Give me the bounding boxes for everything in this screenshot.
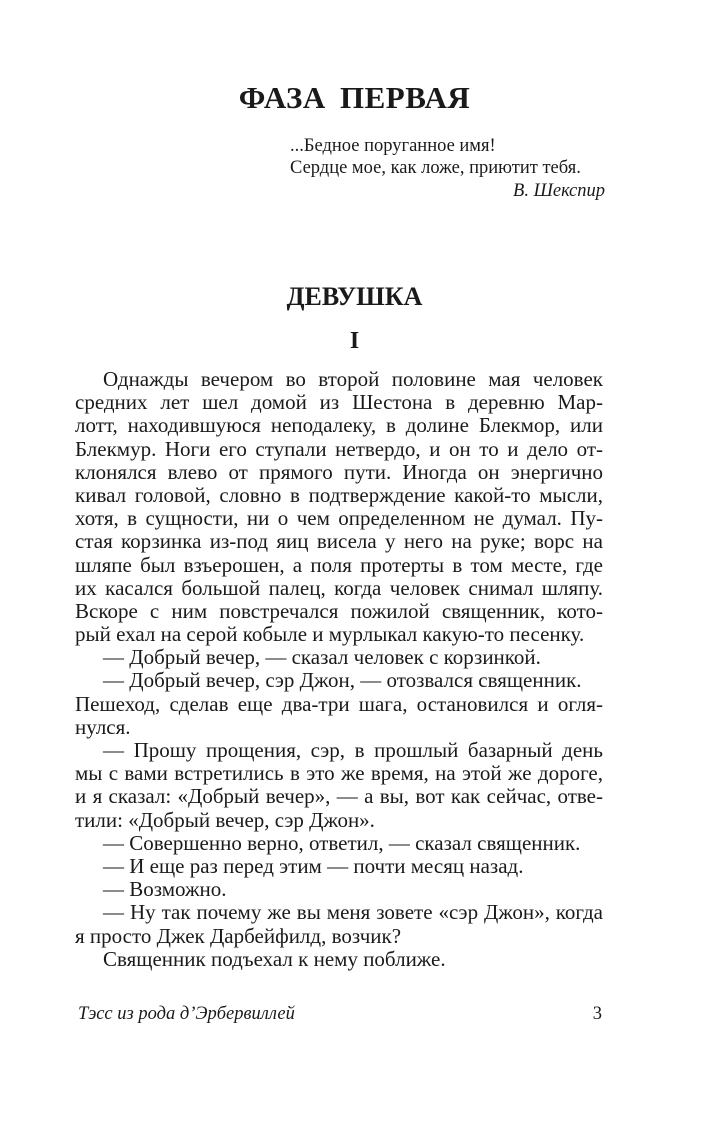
text-line: Пешеход, сделав еще два-три шага, остановился и огля- xyxy=(75,691,603,716)
epigraph-line: ...Бедное поруганное имя! xyxy=(290,136,496,156)
text-line: мы с вами встретились в это же время, на этой же дороге, xyxy=(75,761,603,786)
page-footer xyxy=(78,1004,602,1025)
text-line: — Добрый вечер, сэр Джон, — отозвался священник. xyxy=(103,668,582,693)
text-line: Вскоре с ним повстречался пожилой священник, кото- xyxy=(75,598,603,623)
text-line: шляпе был взъерошен, а поля протерты в том месте, где xyxy=(75,552,603,577)
text-line: Священник подъехал к нему поближе. xyxy=(103,946,446,971)
body-text xyxy=(75,368,603,971)
text-line: их касался большой палец, когда человек снимал шляпу. xyxy=(75,575,603,600)
text-line: кивал головой, словно в подтверждение какой-то мысли, xyxy=(75,482,603,507)
text-line: Однажды вечером во второй половине мая человек xyxy=(103,367,603,391)
text-line: рый ехал на серой кобыле и мурлыкал какую-то песенку. xyxy=(75,622,585,647)
page-number: 3 xyxy=(592,1004,602,1024)
running-footer-title: Тэсс из рода д’Эрбервиллей xyxy=(78,1004,295,1024)
text-line: хотя, в сущности, ни о чем определенном не думал. Пу- xyxy=(75,506,603,531)
text-line: — Ну так почему же вы меня зовете «сэр Джон», когда xyxy=(103,900,603,925)
text-line: я просто Джек Дарбейфилд, возчик? xyxy=(75,923,402,948)
text-line: — Возможно. xyxy=(103,877,227,902)
epigraph-line: Сердце мое, как ложе, приютит тебя. xyxy=(290,158,581,178)
text-line: клонялся влево от прямого пути. Иногда он энергично xyxy=(75,459,603,484)
text-line: и я сказал: «Добрый вечер», — а вы, вот как сейчас, отве- xyxy=(75,784,603,809)
text-line: Блекмур. Ноги его ступали нетвердо, и он то и дело от- xyxy=(75,436,603,461)
epigraph-author: В. Шекспир xyxy=(513,181,605,201)
text-line: средних лет шел домой из Шестона в деревню Мар- xyxy=(75,390,603,415)
part-title: ФАЗА ПЕРВАЯ xyxy=(238,80,471,115)
text-line: нулся. xyxy=(75,714,131,739)
epigraph xyxy=(290,135,605,202)
text-line: — Добрый вечер, — сказал человек с корзинкой. xyxy=(103,645,541,670)
text-line: — Совершенно верно, ответил, — сказал священник. xyxy=(103,830,581,855)
text-line: тили: «Добрый вечер, сэр Джон». xyxy=(75,807,375,832)
text-line: лотт, находившуюся неподалеку, в долине Блекмор, или xyxy=(75,413,603,438)
text-line: — И еще раз перед этим — почти месяц назад. xyxy=(103,853,524,878)
chapter-number: I xyxy=(349,328,360,354)
text-line: стая корзинка из-под яиц висела у него на руке; ворс на xyxy=(75,529,603,554)
text-line: — Прошу прощения, сэр, в прошлый базарный день xyxy=(103,738,603,762)
chapter-title: ДЕВУШКА xyxy=(286,282,423,311)
